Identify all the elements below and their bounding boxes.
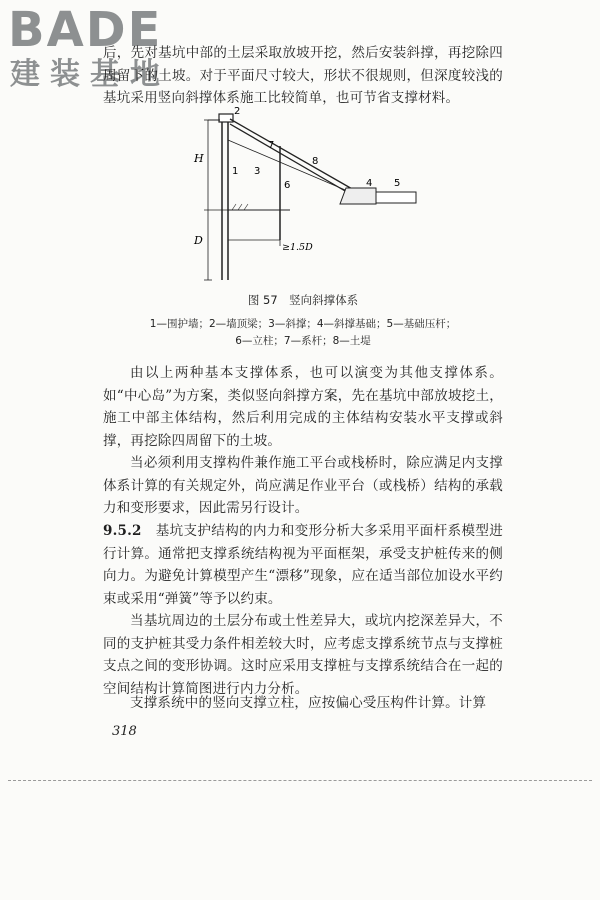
figure-legend-line-1: 1—围护墙；2—墙顶梁；3—斜撑；4—斜撑基础；5—基础压杆； xyxy=(149,318,457,330)
cap-beam xyxy=(219,114,233,122)
paragraph-5: 当基坑周边的土层分布或土性差异大，或坑内挖深差异大，不同的支护桩其受力条件相差较大时，应考虑支撑系统节点与支撑桩支点之间的变形协调。这时应采用支撑桩与支撑系统结合在一起的空间结构计算简图进行内力分析。 xyxy=(103,613,503,697)
paragraph-1: 后，先对基坑中部的土层采取放坡开挖，然后安装斜撑，再挖除四周留下的土坡。对于平面尺寸较大，形状不很规则，但深度较浅的基坑采用竖向斜撑体系施工比较简单，也可节省支撑材料。 xyxy=(103,45,503,106)
excavation-hatch xyxy=(232,204,248,210)
page-number: 318 xyxy=(112,724,137,739)
paragraph-4 xyxy=(103,520,503,610)
page-bottom-rule xyxy=(8,780,592,781)
paragraph-6: 支撑系统中的竖向支撑立柱，应按偏心受压构件计算。计算 xyxy=(130,695,487,711)
diagonal-brace-upper xyxy=(230,119,354,190)
label-h: H xyxy=(194,152,204,165)
brace-foundation xyxy=(340,188,376,204)
label-4: 4 xyxy=(366,178,373,189)
label-distance: ≥1.5D xyxy=(282,242,313,253)
label-1: 1 xyxy=(232,166,239,177)
diagonal-brace-lower xyxy=(230,124,352,195)
label-6: 6 xyxy=(284,180,291,191)
section-number: 9.5.2 xyxy=(103,523,142,539)
figure-vertical-brace-system xyxy=(180,100,440,300)
figure-caption: 图 57 竖向斜撑体系 xyxy=(247,293,359,307)
paragraph-4-text: 基坑支护结构的内力和变形分析大多采用平面杆系模型进行计算。通常把支撑系统结构视为平面框架，承受支护桩传来的侧向力。为避免计算模型产生“漂移”现象，应在适当部位加设水平约束或采用“弹簧”等予以约束。 xyxy=(103,523,504,607)
base-tie-rod xyxy=(376,192,416,203)
label-7: 7 xyxy=(268,140,275,151)
paragraph-2: 由以上两种基本支撑体系，也可以演变为其他支撑体系。如“中心岛”为方案，类似竖向斜撑方案，先在基坑中部放坡挖土，施工中部主体结构，然后利用完成的主体结构安装水平支撑或斜撑，再挖除四周留下的土坡。 xyxy=(103,365,503,449)
label-d: D xyxy=(194,234,203,247)
figure-legend-line-2: 6—立柱；7—系杆；8—土堤 xyxy=(235,335,371,347)
label-8: 8 xyxy=(312,156,319,167)
label-5: 5 xyxy=(394,178,401,189)
logo-text-en: BADE xyxy=(8,2,163,58)
label-2: 2 xyxy=(234,106,241,117)
paragraph-3: 当必须利用支撑构件兼作施工平台或栈桥时，除应满足内支撑体系计算的有关规定外，尚应满足作业平台（或栈桥）结构的承载力和变形要求，因此需另行设计。 xyxy=(103,455,503,516)
logo-text-cn: 建装基地 xyxy=(10,57,170,92)
figure-diagram xyxy=(180,100,440,300)
label-3: 3 xyxy=(254,166,261,177)
